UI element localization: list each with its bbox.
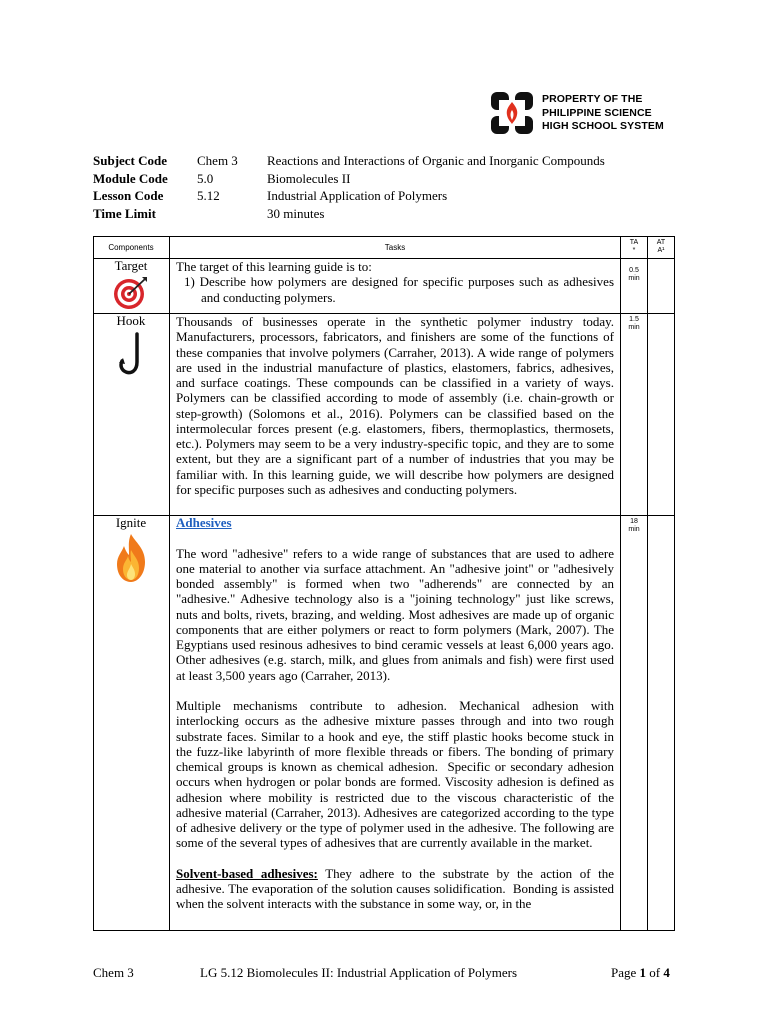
meta-title: Reactions and Interactions of Organic and Inorganic Compounds: [267, 153, 605, 168]
target-list-item: 1) Describe how polymers are designed for specific purposes such as adhesives and conducting polymers.: [184, 274, 614, 305]
ta-unit: min: [628, 526, 640, 533]
ta-value: 0.5: [629, 267, 639, 274]
logo-text: [542, 93, 664, 134]
target-intro: The target of this learning guide is to:: [176, 259, 372, 274]
ta-target: [621, 267, 647, 283]
solvent-based-label: Solvent-based adhesives:: [176, 865, 318, 881]
learning-guide-table: [93, 236, 675, 931]
target-icon: [111, 276, 149, 310]
footer-page-current: 1: [639, 965, 647, 980]
footer-page-prefix: Page: [611, 965, 640, 980]
header-components: Components: [108, 243, 154, 252]
meta-label: Time Limit: [93, 205, 156, 221]
header-at: [648, 239, 674, 255]
meta-label: Subject Code: [93, 153, 168, 168]
table-border: [674, 236, 675, 931]
ignite-paragraph-1: The word "adhesive" refers to a wide range of substances that are used to adhere one material to another via surface attachment. An "adhesive joint" or "adhesively bonded assembly" is formed when two "adherends" are connected by an "adhesive." Adhesive technology also is a "joining technology" just like screws, nuts and bolts, rivets, brazing, and welding. Most adhesives are made up of organic components that are either polymers or react to form polymers (Mark, 2007). The Egyptians used resinous adhesives to bind ceramic vessels at least 6,000 years ago. Other adhesives (e.g. starch, milk, and glues from animals and fish) were first used at least 3,500 years ago (Carraher, 2013).: [176, 545, 614, 683]
flame-icon: [111, 532, 151, 584]
meta-code: 5.12: [197, 188, 220, 204]
task-ignite: [176, 515, 614, 912]
table-border: [93, 236, 675, 237]
header-ta: [621, 239, 647, 255]
meta-title: Biomolecules II: [267, 170, 351, 186]
meta-label: Lesson Code: [93, 188, 164, 204]
ignite-paragraph-2: Multiple mechanisms contribute to adhesion. Mechanical adhesion with interlocking occurs as the adhesive mixture passes through and into two rough substrate faces. Similar to a hook and eye, the stiff plastic hooks become stuck in the fuzz-like labyrinth of more flexible threads or fibers. The bonding of primary chemical groups is known as chemical adhesion. Specific or secondary adhesion occurs when hydrogen or polar bonds are formed. Viscosity adhesion is defined as adhesion where mobility is restricted due to the viscous characteristic of the adhesive material (Carraher, 2013). Adhesives are categorized according to the type of adhesive delivery or the type of polymer used in the adhesive. The following are some of the several types of adhesives that are currently available in the market.: [176, 698, 614, 851]
component-hook: Hook: [116, 313, 146, 328]
ta-value: 18: [630, 518, 638, 525]
header-ta-line: *: [632, 247, 636, 254]
component-ignite: Ignite: [115, 515, 147, 530]
hook-paragraph: Thousands of businesses operate in the synthetic polymer industry today. Manufacturers, processors, fabricators, and finishers are some of the functions of these companies that involve polymers (Carraher, 2013). A wide range of polymers are used in the industrial manufacture of plastics, elastomers, fabrics, adhesives, and surface coatings. These compounds can be classified in a variety of ways. Polymers can be classified according to mode of assembly (i.e. chain-growth or step-growth) (Solomons et al., 2016). Polymers can be classified based on the intermolecular forces present (e.g. elastomers, fibers, thermoplastics, thermosets, etc.). Polymers may seem to be a very industry-specific topic, and they are to some extent, but they are a significant part of a number of industries that you may be familiar with. In this learning guide, we will describe how polymers are designed for specific purposes such as adhesives and conducting polymers.: [176, 314, 614, 497]
ta-unit: min: [628, 324, 640, 331]
adhesives-heading-link[interactable]: Adhesives: [176, 515, 232, 530]
table-border: [93, 930, 675, 931]
ignite-paragraph-3: [176, 866, 614, 912]
meta-title: 30 minutes: [267, 205, 325, 221]
task-target: [176, 259, 614, 305]
logo-line: HIGH SCHOOL SYSTEM: [542, 120, 664, 132]
footer-page-total: 4: [663, 965, 670, 980]
ta-ignite: [621, 518, 647, 534]
ta-unit: min: [628, 275, 640, 282]
task-hook: [176, 314, 614, 497]
footer-page: [611, 965, 670, 981]
logo-line: PROPERTY OF THE: [542, 93, 643, 105]
ta-hook: [621, 316, 647, 332]
component-target: Target: [114, 258, 148, 273]
hook-icon: [117, 332, 147, 378]
table-divider: [620, 236, 621, 931]
meta-label: Module Code: [93, 170, 168, 186]
meta-title: Industrial Application of Polymers: [267, 188, 448, 204]
solvent-based-text: They adhere to the substrate by the action of the adhesive. The evaporation of the solution causes solidification. Bonding is assisted when the solvent interacts with the substance in some way, or, in the: [176, 865, 614, 912]
header-tasks: Tasks: [384, 243, 406, 252]
table-divider: [647, 236, 648, 931]
header-ta-line: TA: [629, 239, 639, 246]
footer-center: LG 5.12 Biomolecules II: Industrial Application of Polymers: [200, 965, 518, 980]
pshs-logo-icon: [489, 90, 535, 136]
pshs-logo: [489, 90, 679, 136]
footer-page-of: of: [646, 965, 664, 980]
meta-code: Chem 3: [197, 153, 238, 168]
header-at-line: A¹: [657, 247, 665, 254]
footer-left: Chem 3: [93, 965, 134, 980]
header-at-line: AT: [656, 239, 666, 246]
table-divider: [169, 236, 170, 931]
target-list: [176, 274, 614, 305]
meta-code: 5.0: [197, 170, 214, 186]
logo-line: PHILIPPINE SCIENCE: [542, 106, 652, 119]
table-border: [93, 236, 94, 931]
ta-value: 1.5: [629, 316, 639, 323]
